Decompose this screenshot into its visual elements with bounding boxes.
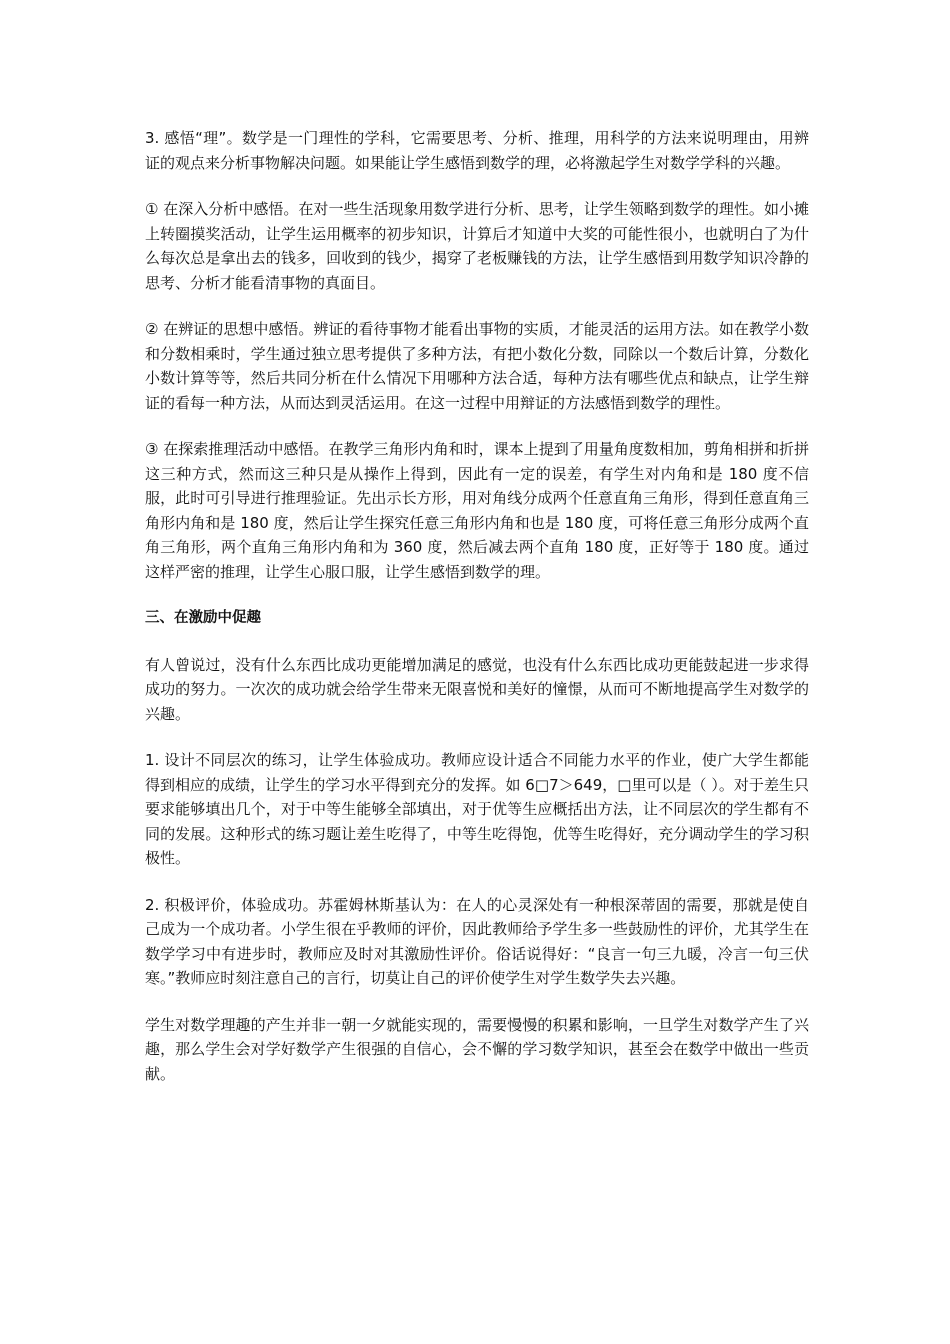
paragraph-reasoning-activity: ③ 在探索推理活动中感悟。在教学三角形内角和时，课本上提到了用量角度数相加，剪角相拼和折拼这三种方式，然而这三种只是从操作上得到，因此有一定的误差，有学生对内角和是 180 度不信服，此时可引导进行推理验证。先出示长方形，用对角线分成两个任意直角三角形，得到任意直角三角形内角和是 180 度，然后让学生探究任意三角形内角和也是 180 度，可将任意三角形分成两个直角三角形，两个直角三角形内角和为 360 度，然后减去两个直角 180 度，正好等于 180 度。通过这样严密的推理，让学生心服口服，让学生感悟到数学的理。 [145,440,809,581]
paragraph-dialectical-thinking: ② 在辨证的思想中感悟。辨证的看待事物才能看出事物的实质，才能灵活的运用方法。如在教学小数和分数相乘时，学生通过独立思考提供了多种方法，有把小数化分数，同除以一个数后计算，分数化小数计算等等，然后共同分析在什么情况下用哪种方法合适，每种方法有哪些优点和缺点，让学生辩证的看每一种方法，从而达到灵活运用。在这一过程中用辩证的方法感悟到数学的理性。 [145,320,809,412]
paragraph-positive-evaluation: 2. 积极评价，体验成功。苏霍姆林斯基认为：在人的心灵深处有一种根深蒂固的需要，那就是使自己成为一个成功者。小学生很在乎教师的评价，因此教师给予学生多一些鼓励性的评价，尤其学生在数学学习中有进步时，教师应及时对其激励性评价。俗话说得好：“良言一句三九暖，冷言一句三伏寒。”教师应时刻注意自己的言行，切莫让自己的评价使学生对学生数学失去兴趣。 [145,895,809,987]
paragraph-layered-exercises: 1. 设计不同层次的练习，让学生体验成功。教师应设计适合不同能力水平的作业，使广大学生都能得到相应的成绩，让学生的学习水平得到充分的发挥。如 6□7＞649，□里可以是（ ）。对于差生只要求能够填出几个，对于中等生能够全部填出，对于优等生应概括出方法，让不同层次的学生都有不同的发展。这种形式的练习题让差生吃得了，中等生吃得饱，优等生吃得好，充分调动学生的学习积极性。 [145,751,809,867]
document-page [145,126,809,1108]
paragraph-conclusion: 学生对数学理趣的产生并非一朝一夕就能实现的，需要慢慢的积累和影响，一旦学生对数学产生了兴趣，那么学生会对学好数学产生很强的自信心，会不懈的学习数学知识，甚至会在数学中做出一些贡献。 [145,1015,809,1083]
paragraph-success-intro: 有人曾说过，没有什么东西比成功更能增加满足的感觉，也没有什么东西比成功更能鼓起进一步求得成功的努力。一次次的成功就会给学生带来无限喜悦和美好的憧憬，从而可不断地提高学生对数学的兴趣。 [145,655,809,723]
paragraph-sense-reason: 3. 感悟“理”。数学是一门理性的学科，它需要思考、分析、推理，用科学的方法来说明理由，用辨证的观点来分析事物解决问题。如果能让学生感悟到数学的理，必将激起学生对数学学科的兴趣。 [145,129,809,172]
paragraph-deep-analysis: ① 在深入分析中感悟。在对一些生活现象用数学进行分析、思考，让学生领略到数学的理性。如小摊上转圈摸奖活动，让学生运用概率的初步知识，计算后才知道中大奖的可能性很小，也就明白了为什么每次总是拿出去的钱多，回收到的钱少，揭穿了老板赚钱的方法，让学生感悟到用数学知识冷静的思考、分析才能看清事物的真面目。 [145,200,809,292]
section-heading-encouragement: 三、在激励中促趣 [145,610,261,626]
